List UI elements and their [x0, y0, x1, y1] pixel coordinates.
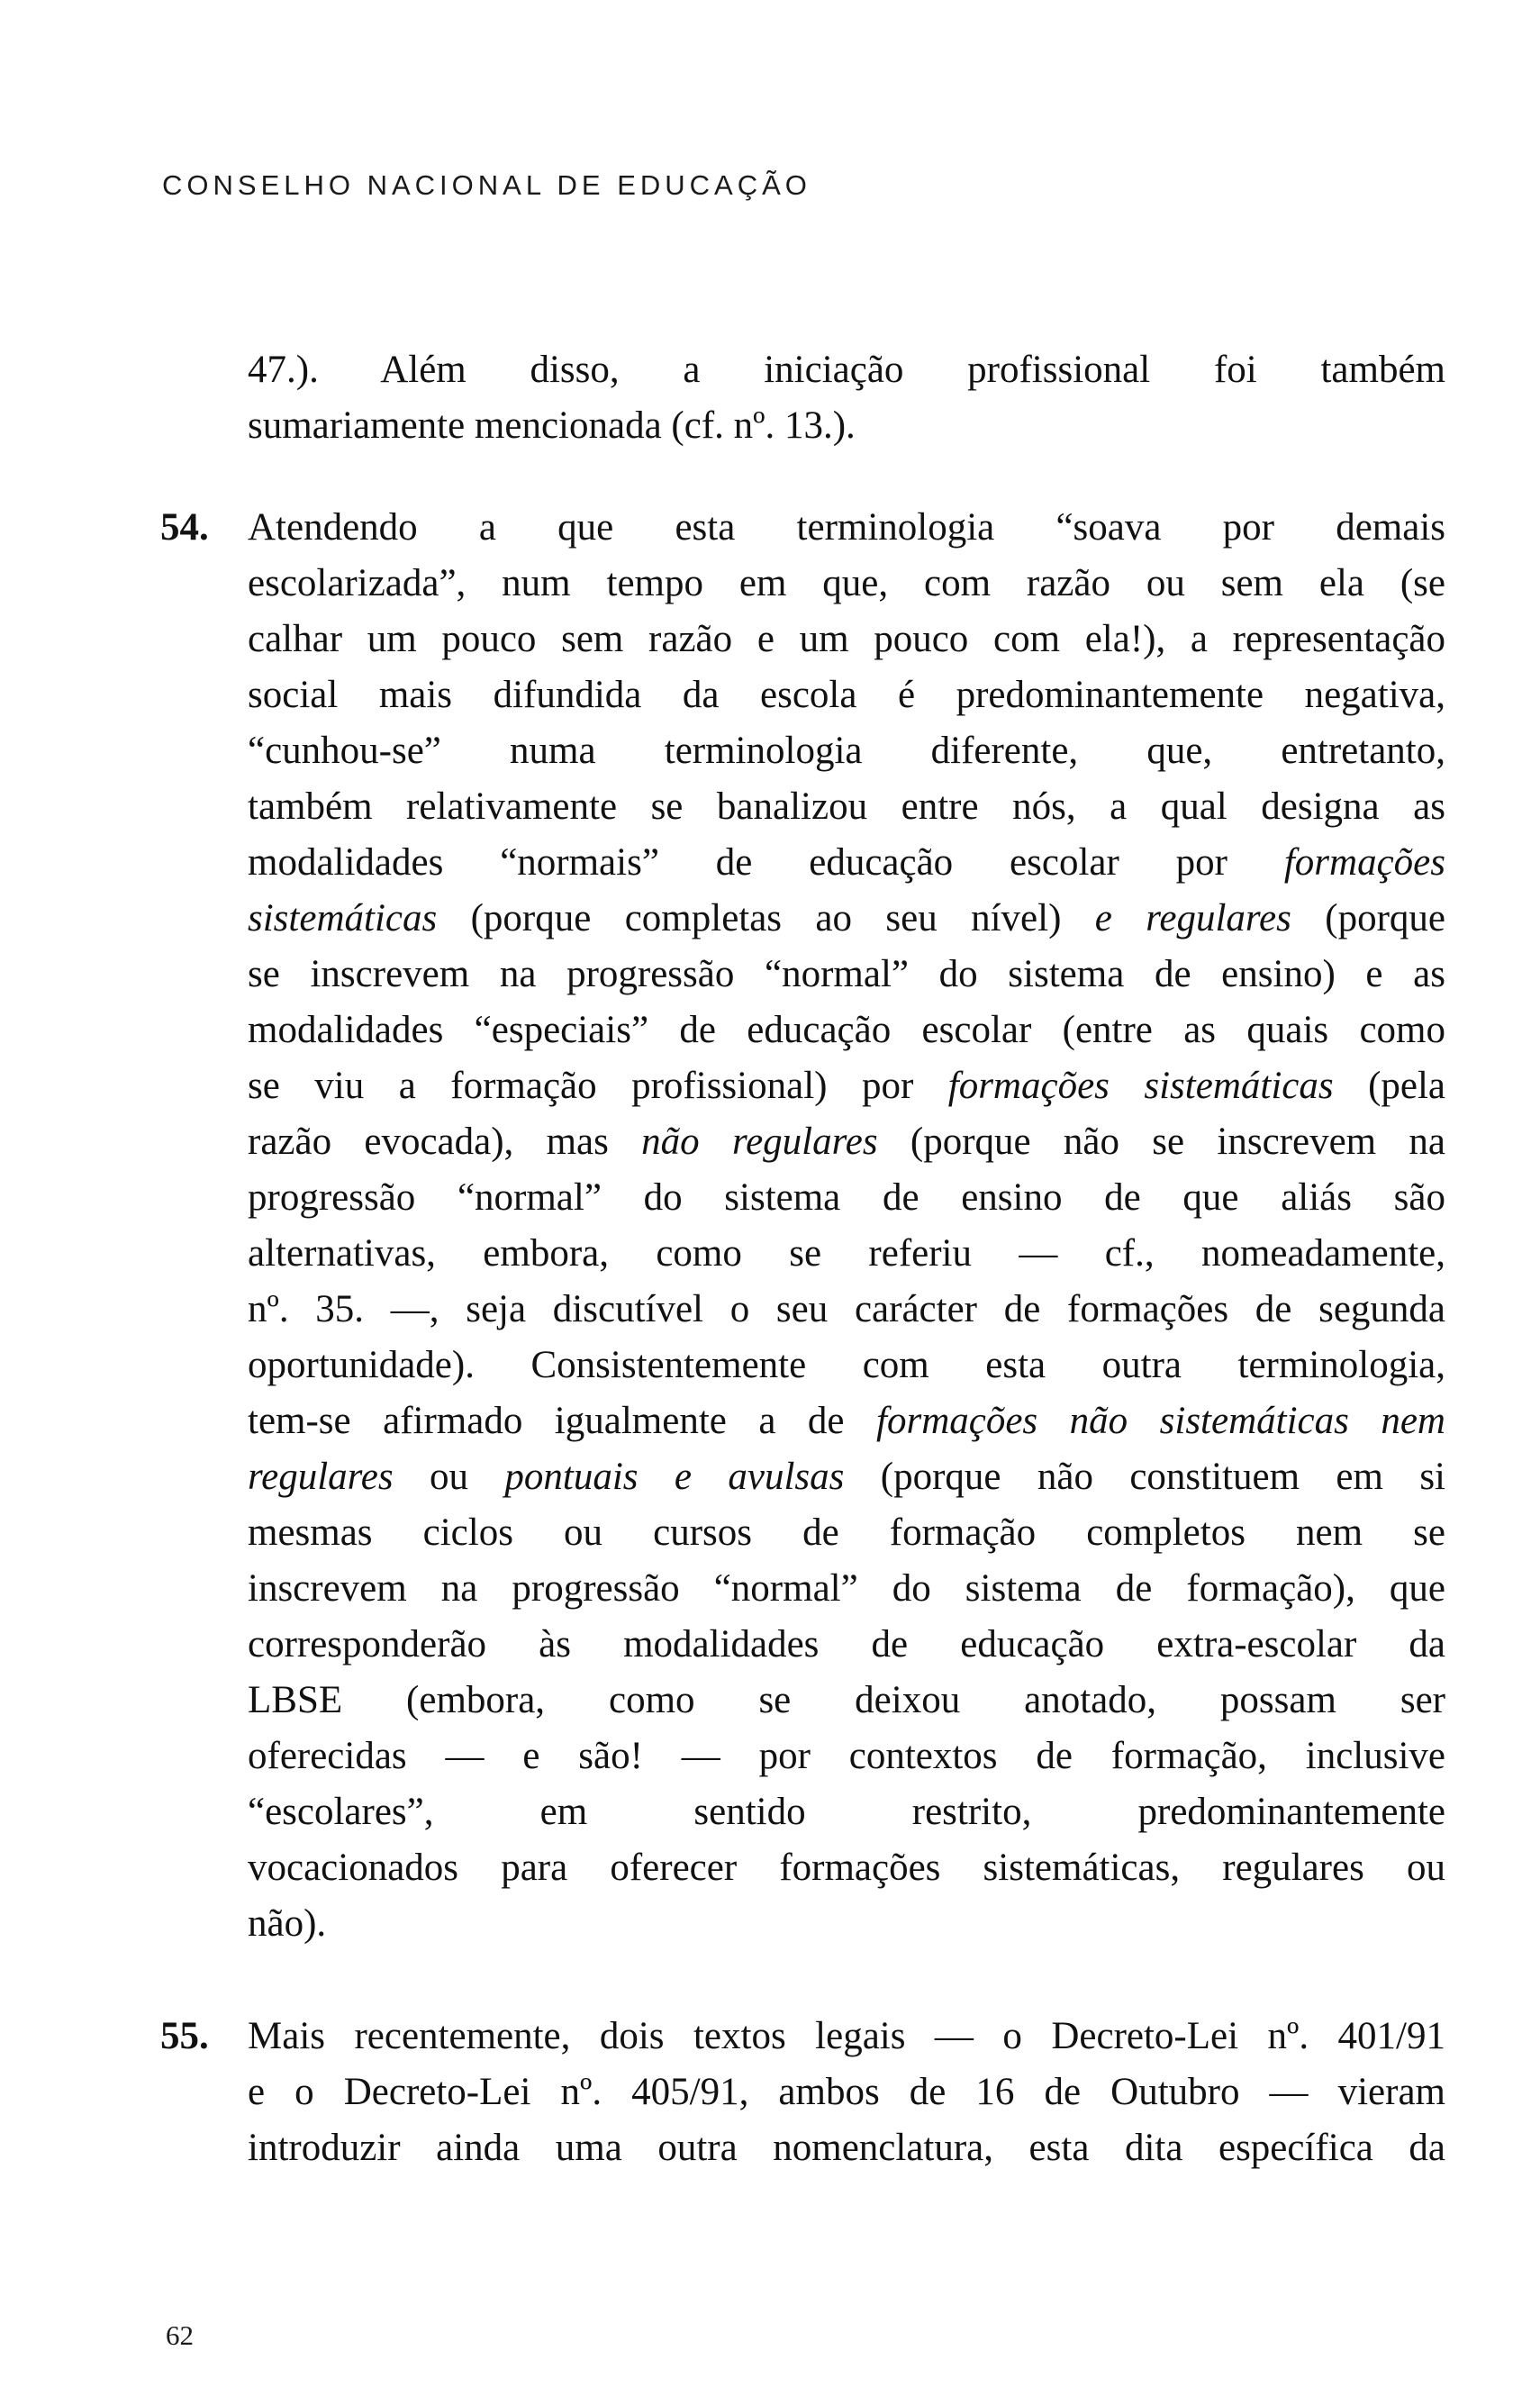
text-line: Mais recentemente, dois textos legais — o Decreto-Lei nº. 401/91 [248, 2015, 1445, 2057]
text-line: modalidades “especiais” de educação escolar (entre as quais como [248, 1009, 1445, 1051]
text-line: social mais difundida da escola é predominantemente negativa, [248, 674, 1445, 716]
text-line: calhar um pouco sem razão e um pouco com ela!), a representação [248, 618, 1445, 660]
text-line: alternativas, embora, como se referiu — cf., nomeadamente, [248, 1232, 1445, 1275]
paragraph-number: 55. [160, 2015, 209, 2057]
text-line: modalidades “normais” de educação escolar por formações [248, 841, 1445, 884]
text-line: sumariamente mencionada (cf. nº. 13.). [248, 404, 856, 447]
text-line: Atendendo a que esta terminologia “soava por demais [248, 506, 1445, 549]
italic-emphasis: formações não sistemáticas nem [876, 1400, 1445, 1442]
italic-emphasis: sistemáticas [248, 897, 438, 939]
text-line: inscrevem na progressão “normal” do sistema de formação), que [248, 1567, 1445, 1610]
text-line: nº. 35. —, seja discutível o seu carácter de formações de segunda [248, 1288, 1445, 1330]
text-line: se viu a formação profissional) por formações sistemáticas (pela [248, 1065, 1446, 1107]
paragraph-number: 54. [160, 506, 209, 549]
text-line: escolarizada”, num tempo em que, com razão ou sem ela (se [248, 562, 1445, 604]
page-number: 62 [166, 2319, 194, 2351]
text-line: se inscrevem na progressão “normal” do sistema de ensino) e as [248, 953, 1445, 995]
text-line: oferecidas — e são! — por contextos de formação, inclusive [248, 1735, 1445, 1777]
italic-emphasis: não regulares [641, 1121, 878, 1163]
text-line: corresponderão às modalidades de educação extra-escolar da [248, 1623, 1445, 1665]
text-line: 47.). Além disso, a iniciação profissional foi também [248, 349, 1445, 391]
text-line: vocacionados para oferecer formações sistemáticas, regulares ou [248, 1847, 1445, 1889]
text-line: razão evocada), mas não regulares (porque não se inscrevem na [248, 1121, 1445, 1163]
italic-emphasis: e regulares [1094, 897, 1291, 939]
italic-emphasis: regulares [248, 1456, 394, 1498]
text-line: progressão “normal” do sistema de ensino de que aliás são [248, 1176, 1445, 1219]
text-line: não). [248, 1902, 327, 1945]
text-line: oportunidade). Consistentemente com esta outra terminologia, [248, 1344, 1445, 1386]
text-line: sistemáticas (porque completas ao seu nível) e regulares (porque [248, 897, 1445, 939]
text-line: “escolares”, em sentido restrito, predominantemente [248, 1791, 1445, 1833]
running-head: CONSELHO NACIONAL DE EDUCAÇÃO [162, 169, 811, 201]
text-line: regulares ou pontuais e avulsas (porque não constituem em si [248, 1456, 1446, 1498]
italic-emphasis: formações [1283, 841, 1445, 884]
text-line: introduzir ainda uma outra nomenclatura, esta dita específica da [248, 2127, 1445, 2169]
italic-emphasis: pontuais e avulsas [504, 1456, 845, 1498]
text-line: também relativamente se banalizou entre nós, a qual designa as [248, 785, 1445, 828]
italic-emphasis: formações sistemáticas [947, 1065, 1334, 1107]
text-line: tem-se afirmado igualmente a de formações não sistemáticas nem [248, 1400, 1445, 1442]
text-line: “cunhou-se” numa terminologia diferente, que, entretanto, [248, 730, 1445, 772]
text-line: e o Decreto-Lei nº. 405/91, ambos de 16 de Outubro — vieram [248, 2071, 1445, 2113]
text-line: LBSE (embora, como se deixou anotado, possam ser [248, 1679, 1445, 1721]
text-line: mesmas ciclos ou cursos de formação completos nem se [248, 1511, 1445, 1554]
